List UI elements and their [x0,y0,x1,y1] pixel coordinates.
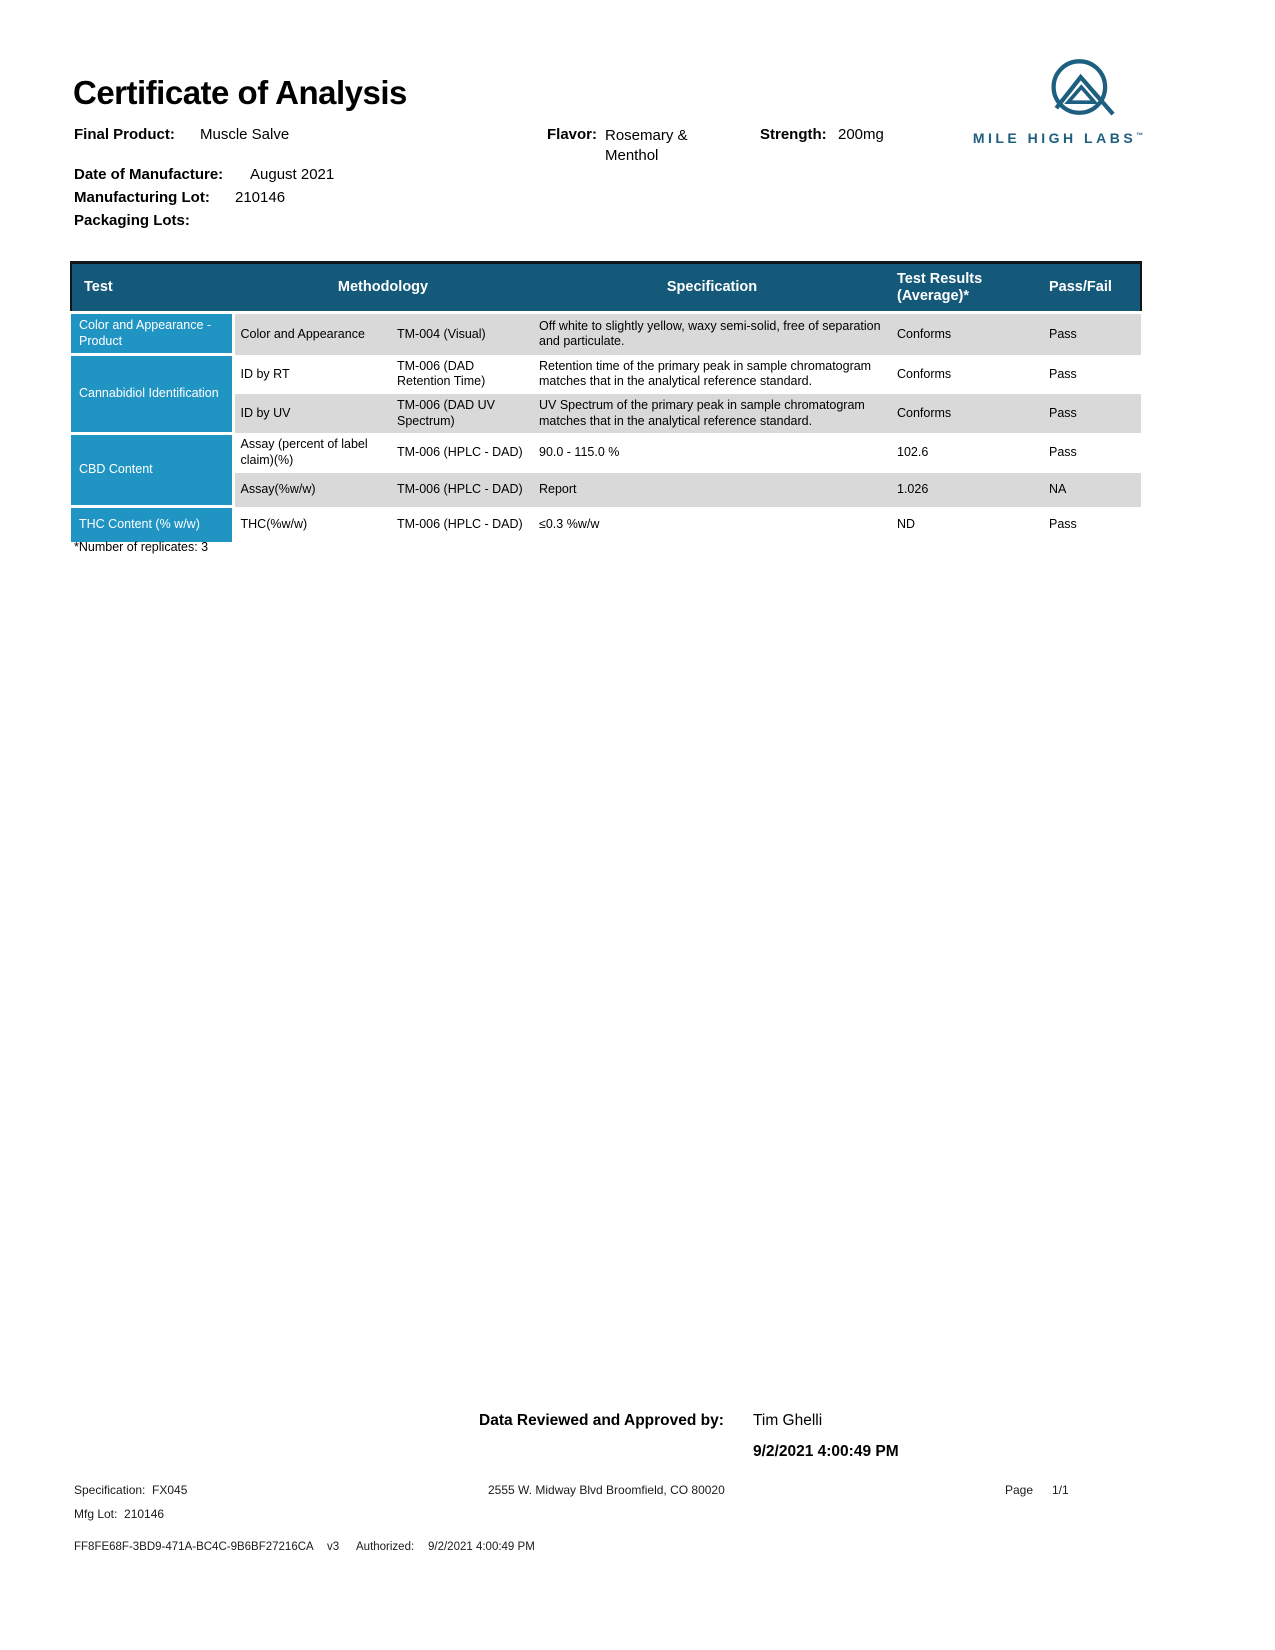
flavor-label: Flavor: [547,126,598,143]
page-title: Certificate of Analysis [73,74,407,111]
specification-cell: ≤0.3 %w/w [533,507,891,544]
trademark-symbol: ™ [1136,132,1144,140]
flavor-value: Rosemary & Menthol [605,127,688,165]
logo-wordmark: MILE HIGH LABS™ [972,130,1144,146]
result-cell: Conforms [891,355,1043,394]
table-row [71,355,1141,394]
mountain-circle-icon [1049,58,1115,124]
approval-datetime: 9/2/2021 4:00:49 PM [753,1443,899,1460]
pass-fail-cell: Pass [1043,433,1141,472]
mfg-lot-value: 210146 [124,1507,165,1521]
footer-mfg-lot [74,1507,164,1521]
methodology-cell: TM-006 (HPLC - DAD) [391,433,533,472]
final-product-value: Muscle Salve [200,126,290,143]
test-name-cell: Assay (percent of label claim)(%) [233,433,391,472]
authorized-datetime: 9/2/2021 4:00:49 PM [428,1541,535,1553]
test-group-cell: THC Content (% w/w) [71,507,233,544]
methodology-cell: TM-006 (HPLC - DAD) [391,507,533,544]
replicates-footnote: *Number of replicates: 3 [74,540,209,554]
date-of-manufacture-value: August 2021 [250,166,335,183]
manufacturing-lot-value: 210146 [235,189,286,206]
test-name-cell: Color and Appearance [233,313,391,355]
approver-name: Tim Ghelli [753,1412,823,1429]
result-cell: Conforms [891,394,1043,433]
column-header-methodology: Methodology [233,263,533,313]
test-group-cell: CBD Content [71,433,233,506]
pass-fail-cell: Pass [1043,507,1141,544]
table-row [71,507,1141,544]
methodology-cell: TM-006 (DAD Retention Time) [391,355,533,394]
methodology-cell: TM-006 (DAD UV Spectrum) [391,394,533,433]
results-table [70,261,1142,545]
mile-high-labs-logo [942,58,1174,146]
packaging-lots-label: Packaging Lots: [74,212,190,229]
specification-cell: Off white to slightly yellow, waxy semi-solid, free of separation and particulate. [533,313,891,355]
pass-fail-cell: Pass [1043,355,1141,394]
strength-value: 200mg [838,126,884,143]
final-product-label: Final Product: [74,126,175,143]
footer-page-value: 1/1 [1052,1483,1069,1497]
pass-fail-cell: Pass [1043,394,1141,433]
table-header-row [71,263,1141,313]
result-cell: 102.6 [891,433,1043,472]
document-version: v3 [327,1541,340,1553]
column-header-test-results: Test Results (Average)* [891,263,1043,313]
specification-value: FX045 [152,1483,188,1497]
test-group-cell: Color and Appearance - Product [71,313,233,355]
footer-page-label: Page [1005,1483,1034,1497]
test-group-cell: Cannabidiol Identification [71,355,233,434]
test-name-cell: Assay(%w/w) [233,473,391,507]
table-row [71,313,1141,355]
footer-address: 2555 W. Midway Blvd Broomfield, CO 80020 [488,1483,725,1497]
test-name-cell: THC(%w/w) [233,507,391,544]
authorized-label: Authorized: [356,1541,415,1553]
table-row [71,433,1141,472]
result-cell: ND [891,507,1043,544]
column-header-test: Test [71,263,233,313]
document-id: FF8FE68F-3BD9-471A-BC4C-9B6BF27216CA [74,1541,314,1553]
methodology-cell: TM-004 (Visual) [391,313,533,355]
methodology-cell: TM-006 (HPLC - DAD) [391,473,533,507]
test-name-cell: ID by UV [233,394,391,433]
approval-label: Data Reviewed and Approved by: [479,1412,724,1429]
column-header-specification: Specification [533,263,891,313]
result-cell: 1.026 [891,473,1043,507]
specification-cell: UV Spectrum of the primary peak in sample chromatogram matches that in the analytical reference standard. [533,394,891,433]
strength-label: Strength: [760,126,827,143]
specification-cell: Report [533,473,891,507]
pass-fail-cell: Pass [1043,313,1141,355]
specification-cell: 90.0 - 115.0 % [533,433,891,472]
footer-specification [74,1483,187,1497]
specification-cell: Retention time of the primary peak in sample chromatogram matches that in the analytical reference standard. [533,355,891,394]
pass-fail-cell: NA [1043,473,1141,507]
mfg-lot-label: Mfg Lot: [74,1507,118,1521]
manufacturing-lot-label: Manufacturing Lot: [74,189,210,206]
date-of-manufacture-label: Date of Manufacture: [74,166,224,183]
test-name-cell: ID by RT [233,355,391,394]
result-cell: Conforms [891,313,1043,355]
specification-label: Specification: [74,1483,146,1497]
column-header-pass-fail: Pass/Fail [1043,263,1141,313]
